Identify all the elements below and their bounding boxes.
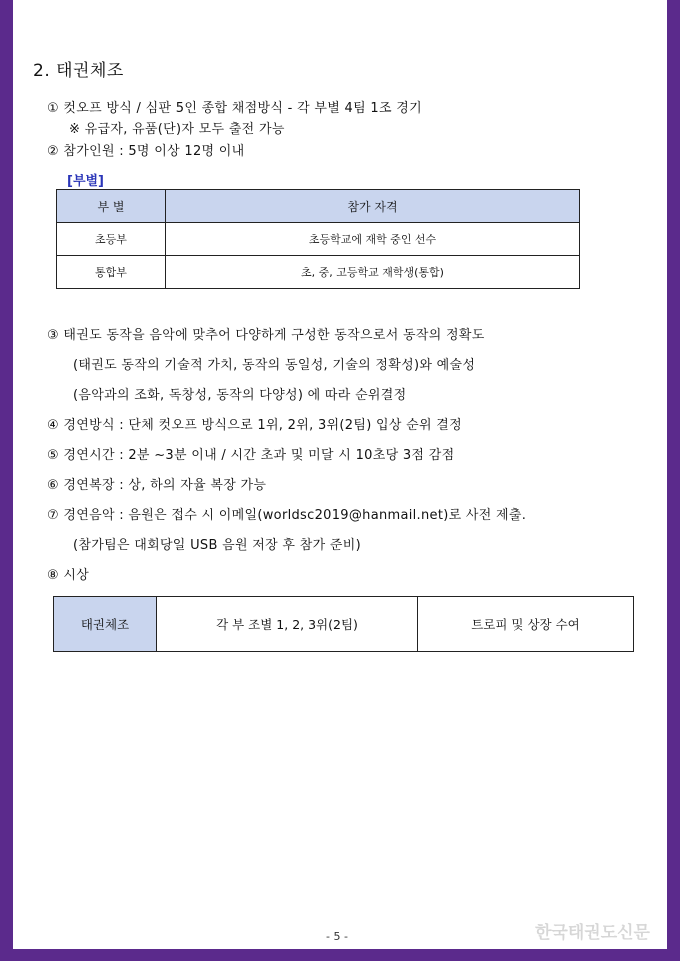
document-page bbox=[13, 0, 667, 949]
award-ranking: 각 부 조별 1, 2, 3위(2팀) bbox=[157, 597, 418, 652]
division-label: [부별] bbox=[67, 174, 104, 189]
header-eligibility: 참가 자격 bbox=[166, 190, 580, 223]
award-table bbox=[53, 596, 634, 652]
division-eligibility: 초등학교에 재학 중인 선수 bbox=[166, 223, 580, 256]
division-name: 초등부 bbox=[57, 223, 166, 256]
rule-3-b: (태권도 동작의 기술적 가치, 동작의 동일성, 기술의 정확성)와 예술성 bbox=[73, 358, 476, 373]
rule-1-note: ※ 유급자, 유품(단)자 모두 출전 가능 bbox=[69, 122, 285, 137]
watermark: 한국태권도신문 bbox=[535, 923, 650, 943]
rule-4: ④ 경연방식 : 단체 컷오프 방식으로 1위, 2위, 3위(2팀) 입상 순위 결정 bbox=[47, 418, 463, 433]
table-header-row bbox=[57, 190, 580, 223]
division-eligibility: 초, 중, 고등학교 재학생(통합) bbox=[166, 256, 580, 289]
rule-3: ③ 태권도 동작을 음악에 맞추어 다양하게 구성한 동작으로서 동작의 정확도 bbox=[47, 328, 485, 343]
page-number: - 5 - bbox=[326, 930, 348, 943]
rule-5: ⑤ 경연시간 : 2분 ~3분 이내 / 시간 초과 및 미달 시 10초당 3점 감점 bbox=[47, 448, 455, 463]
rule-6: ⑥ 경연복장 : 상, 하의 자율 복장 가능 bbox=[47, 478, 267, 493]
table-row bbox=[57, 223, 580, 256]
award-prize: 트로피 및 상장 수여 bbox=[418, 597, 634, 652]
rule-8: ⑧ 시상 bbox=[47, 568, 90, 583]
rule-1: ① 컷오프 방식 / 심판 5인 종합 채점방식 - 각 부별 4팀 1조 경기 bbox=[47, 101, 422, 116]
table-row bbox=[54, 597, 634, 652]
rule-2: ② 참가인원 : 5명 이상 12명 이내 bbox=[47, 144, 245, 159]
rule-7-b: (참가팀은 대회당일 USB 음원 저장 후 참가 준비) bbox=[73, 538, 361, 553]
table-row bbox=[57, 256, 580, 289]
header-division: 부 별 bbox=[57, 190, 166, 223]
division-table bbox=[56, 189, 580, 289]
rule-7: ⑦ 경연음악 : 음원은 접수 시 이메일(worldsc2019@hanmail.net)로 사전 제출. bbox=[47, 508, 527, 523]
division-name: 통합부 bbox=[57, 256, 166, 289]
award-event: 태권체조 bbox=[54, 597, 157, 652]
section-heading: 2. 태권체조 bbox=[33, 61, 124, 81]
rule-3-c: (음악과의 조화, 독창성, 동작의 다양성) 에 따라 순위결정 bbox=[73, 388, 407, 403]
